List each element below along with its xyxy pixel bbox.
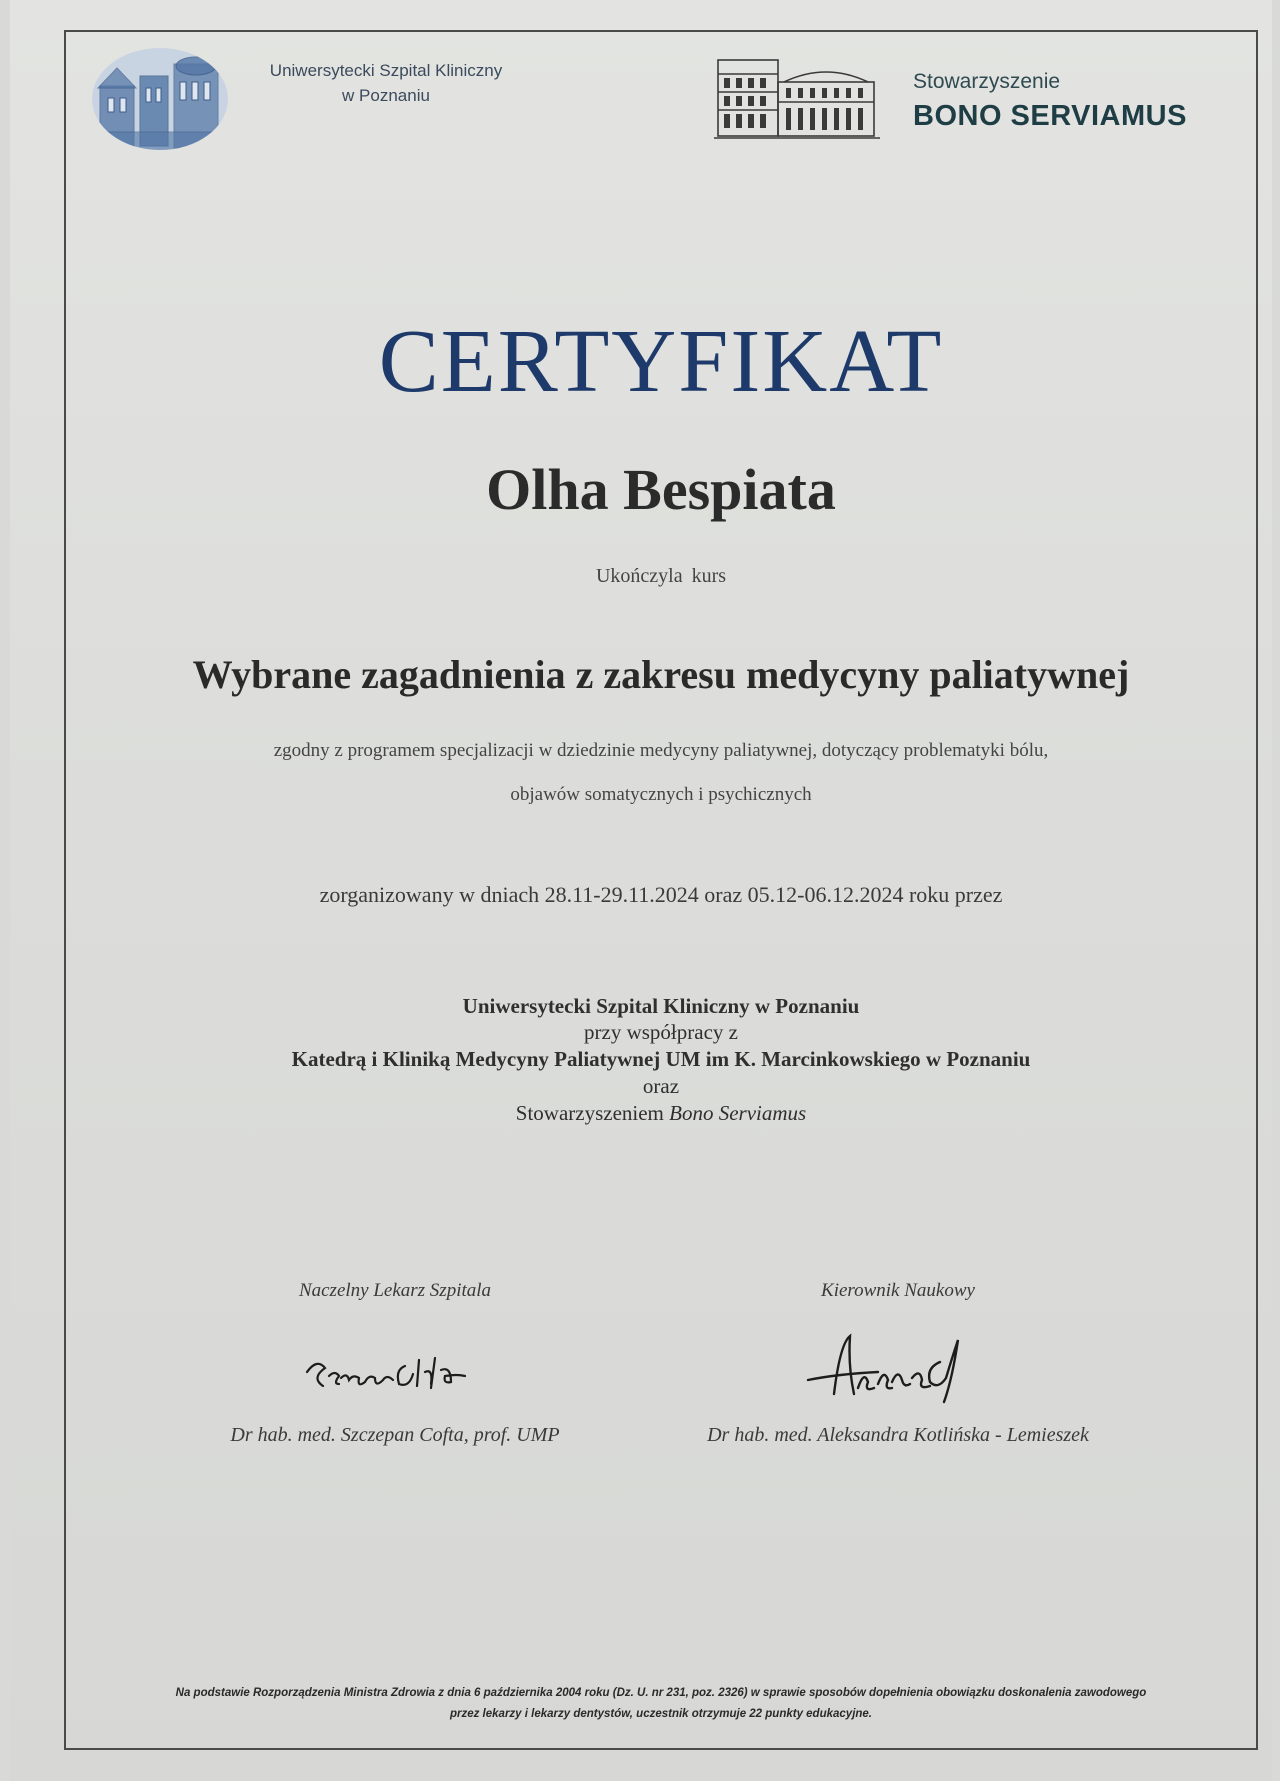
hospital-name-line2: w Poznaniu <box>342 86 430 105</box>
signature-right-name: Dr hab. med. Aleksandra Kotlińska - Lemieszek <box>707 1424 1089 1446</box>
hospital-emblem-icon <box>90 46 230 152</box>
course-dates: zorganizowany w dniach 28.11-29.11.2024 oraz 05.12-06.12.2024 roku przez <box>319 882 1003 907</box>
association-name: BONO SERVIAMUS <box>913 100 1187 132</box>
legal-footer-line2: przez lekarzy i lekarzy dentystów, uczestnik otrzymuje 22 punkty edukacyjne. <box>449 1708 873 1720</box>
legal-footer-line1: Na podstawie Rozporządzenia Ministra Zdrowia z dnia 6 października 2004 roku (Dz. U. nr 231, poz. 2326) w sprawie sposobów dopełnienia obowiązku doskonalenia zawodowego <box>175 1687 1147 1699</box>
organizer-line5-italic: Bono Serviamus <box>669 1101 807 1125</box>
association-prefix: Stowarzyszenie <box>913 70 1061 93</box>
signature-left-name: Dr hab. med. Szczepan Cofta, prof. UMP <box>230 1424 560 1446</box>
organizer-line2: przy współpracy z <box>584 1020 738 1044</box>
recipient-name: Olha Bespiata <box>486 457 836 522</box>
organizer-line5-prefix: Stowarzyszeniem <box>515 1101 664 1125</box>
course-description-line2: objawów somatycznych i psychicznych <box>510 784 812 805</box>
signature-left-role: Naczelny Lekarz Szpitala <box>298 1280 492 1301</box>
legal-footer <box>64 1683 1258 1725</box>
course-description-line1: zgodny z programem specjalizacji w dziedzinie medycyny paliatywnej, dotyczący problematyki bólu, <box>273 740 1049 761</box>
signature-right-role: Kierownik Naukowy <box>821 1280 975 1301</box>
completed-text: Ukończyla kurs <box>595 565 727 587</box>
signature-left-handwriting <box>295 1322 495 1412</box>
organizer-line4: oraz <box>642 1074 680 1098</box>
signature-right-handwriting <box>800 1322 1000 1412</box>
hospital-name <box>236 58 536 108</box>
hospital-name-line1: Uniwersytecki Szpital Kliniczny <box>269 61 503 80</box>
organizer-line3: Katedrą i Kliniką Medycyny Paliatywnej UM im K. Marcinkowskiego w Poznaniu <box>291 1047 1031 1071</box>
organizer-line1: Uniwersytecki Szpital Kliniczny w Poznaniu <box>462 994 860 1018</box>
organizer-line5 <box>64 1100 1258 1126</box>
certificate-title: CERTYFIKAT <box>378 312 944 411</box>
course-title: Wybrane zagadnienia z zakresu medycyny paliatywnej <box>192 652 1130 697</box>
building-sketch-icon <box>714 52 880 144</box>
